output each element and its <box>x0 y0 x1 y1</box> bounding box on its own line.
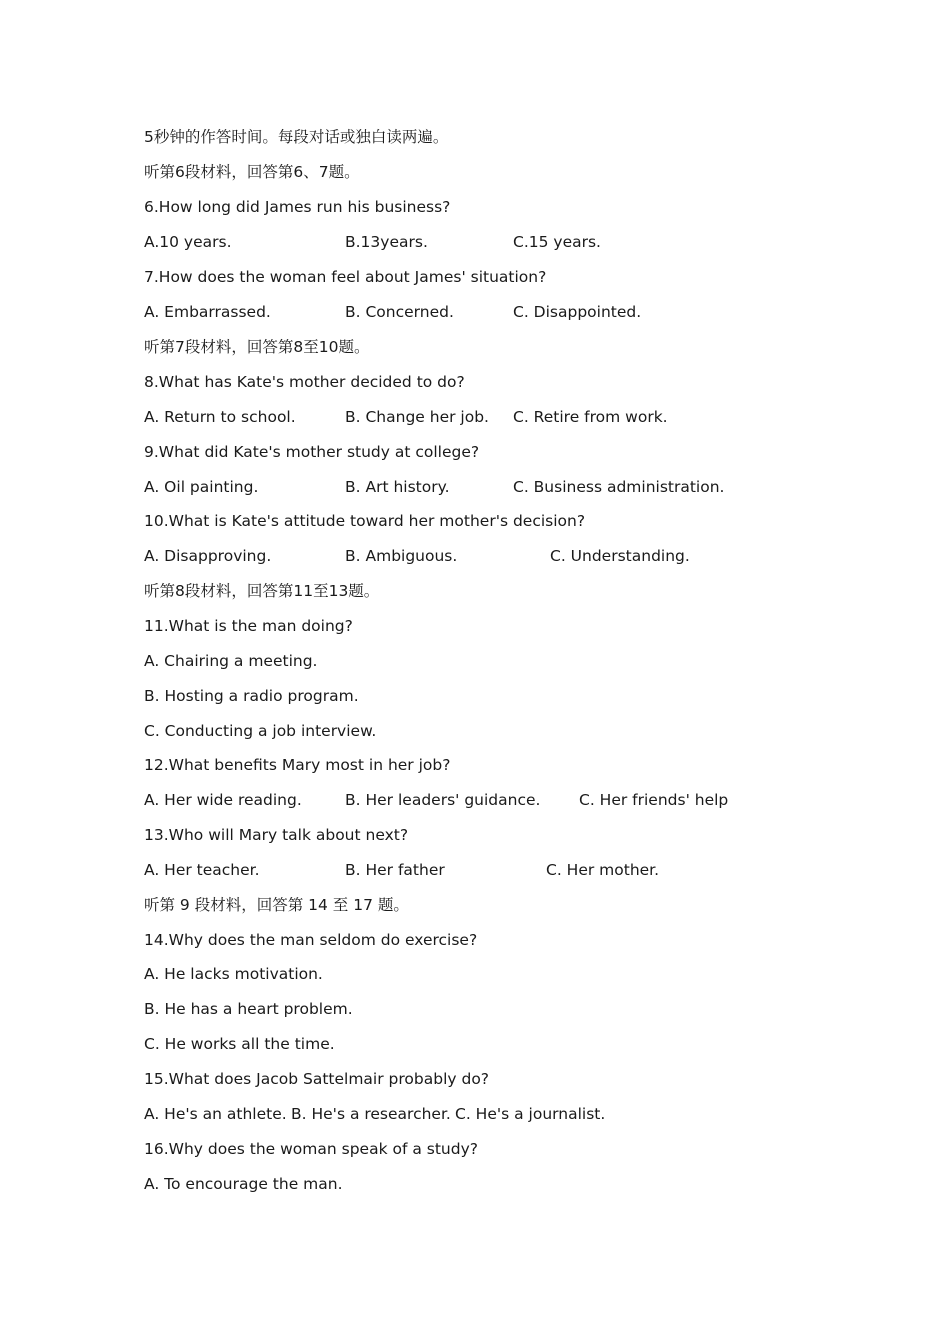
option-10a: A. Disapproving. <box>144 547 272 565</box>
section-7-heading: 听第7段材料，回答第8至10题。 <box>144 338 370 356</box>
option-8a: A. Return to school. <box>144 408 296 426</box>
question-10: 10.What is Kate's attitude toward her mother's decision? <box>144 512 586 530</box>
question-13: 13.Who will Mary talk about next? <box>144 826 409 844</box>
question-8: 8.What has Kate's mother decided to do? <box>144 373 465 391</box>
option-13c: C. Her mother. <box>546 861 660 879</box>
option-13a: A. Her teacher. <box>144 861 260 879</box>
option-9b: B. Art history. <box>345 478 450 496</box>
section-9-heading: 听第 9 段材料，回答第 14 至 17 题。 <box>144 896 409 914</box>
option-8b: B. Change her job. <box>345 408 489 426</box>
option-7b: B. Concerned. <box>345 303 454 321</box>
option-14c: C. He works all the time. <box>144 1035 335 1053</box>
intro-instruction-tail: 5秒钟的作答时间。每段对话或独白读两遍。 <box>144 128 449 146</box>
option-6b: B.13years. <box>345 233 428 251</box>
option-15a: A. He's an athlete. <box>144 1105 287 1123</box>
question-14: 14.Why does the man seldom do exercise? <box>144 931 478 949</box>
section-8-heading: 听第8段材料，回答第11至13题。 <box>144 582 380 600</box>
option-12b: B. Her leaders' guidance. <box>345 791 541 809</box>
question-9: 9.What did Kate's mother study at college? <box>144 443 480 461</box>
option-11c: C. Conducting a job interview. <box>144 722 377 740</box>
option-6a: A.10 years. <box>144 233 232 251</box>
option-10c: C. Understanding. <box>550 547 690 565</box>
question-6: 6.How long did James run his business? <box>144 198 451 216</box>
option-14a: A. He lacks motivation. <box>144 965 323 983</box>
option-16a: A. To encourage the man. <box>144 1175 343 1193</box>
option-12a: A. Her wide reading. <box>144 791 302 809</box>
option-13b: B. Her father <box>345 861 445 879</box>
option-15c: C. He's a journalist. <box>455 1105 606 1123</box>
option-11b: B. Hosting a radio program. <box>144 687 359 705</box>
question-15: 15.What does Jacob Sattelmair probably do? <box>144 1070 490 1088</box>
question-11: 11.What is the man doing? <box>144 617 353 635</box>
option-6c: C.15 years. <box>513 233 601 251</box>
option-7c: C. Disappointed. <box>513 303 642 321</box>
question-7: 7.How does the woman feel about James' situation? <box>144 268 547 286</box>
question-12: 12.What benefits Mary most in her job? <box>144 756 451 774</box>
option-10b: B. Ambiguous. <box>345 547 458 565</box>
option-9a: A. Oil painting. <box>144 478 259 496</box>
option-9c: C. Business administration. <box>513 478 725 496</box>
option-15b: B. He's a researcher. <box>291 1105 451 1123</box>
option-11a: A. Chairing a meeting. <box>144 652 318 670</box>
option-7a: A. Embarrassed. <box>144 303 271 321</box>
question-16: 16.Why does the woman speak of a study? <box>144 1140 478 1158</box>
option-12c: C. Her friends' help <box>579 791 729 809</box>
section-6-heading: 听第6段材料，回答第6、7题。 <box>144 163 360 181</box>
option-8c: C. Retire from work. <box>513 408 668 426</box>
option-14b: B. He has a heart problem. <box>144 1000 353 1018</box>
